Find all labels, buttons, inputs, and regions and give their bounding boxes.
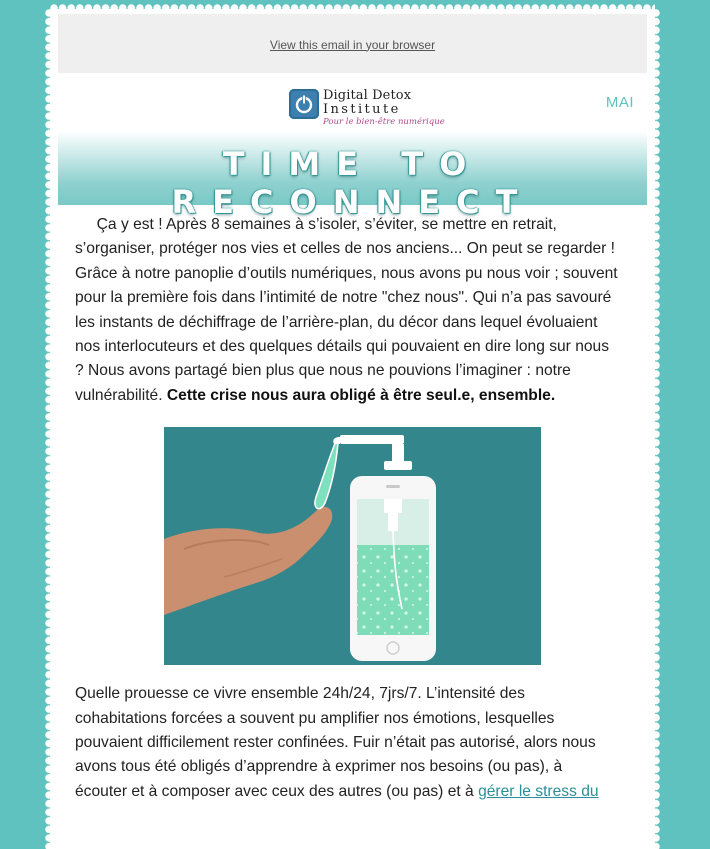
- intro-paragraph: [75, 213, 618, 408]
- intro-bold-text: Cette crise nous aura obligé à être seul.e, ensemble.: [166, 386, 556, 404]
- banner-title: TIME TO RECONNECT: [171, 145, 534, 221]
- second-paragraph-text: Quelle prouesse ce vivre ensemble 24h/24, 7jrs/7. L’intensité des cohabitations forcées a souvent pu amplifier nos émotions, lesquelles pouvaient difficilement rester confinées. Fuir n’était pas autorisé, alors nous avons tous été obligés d’apprendre à exprimer nos besoins (ou pas), à écouter et à composer avec ceux des autres (ou pas) et à: [75, 685, 596, 800]
- view-in-browser-link[interactable]: View this email in your browser: [269, 37, 436, 52]
- email-body: [58, 203, 647, 804]
- logo-subtitle: Institute: [323, 102, 401, 117]
- stress-management-link[interactable]: gérer le stress du: [478, 782, 599, 800]
- scalloped-border-left: [45, 9, 53, 849]
- logo-tagline: Pour le bien-être numérique: [323, 117, 445, 127]
- logo-title: Digital Detox: [323, 88, 412, 103]
- email-header: [58, 73, 647, 221]
- power-icon: [289, 89, 319, 119]
- logo[interactable]: [289, 89, 445, 127]
- intro-text: Ça y est ! Après 8 semaines à s’isoler, s’éviter, se mettre en retrait, s’organiser, protéger nos vies et celles de nos anciens... On peut se regarder ! Grâce à notre panoplie d’outils numériques, nous avons pu nous voir ; souvent pour la première fois dans l’intimité de notre "chez nous". Qui n’a pas savouré les instants de déchiffrage de l’arrière-plan, du décor dans lequel évoluaient nos interlocuteurs et des quelques détails qui pouvaient en dire long sur nous ? Nous avons partagé bien plus que nous ne pouvions l’imaginer : notre vulnérabilité.: [75, 216, 618, 404]
- banner: [58, 131, 647, 221]
- scalloped-border-top: [50, 4, 655, 12]
- hand-sanitizer-phone-image: [164, 427, 541, 665]
- issue-month: MAI: [605, 94, 634, 111]
- email-container: [50, 9, 655, 849]
- scalloped-border-right: [652, 9, 660, 849]
- preheader: [58, 14, 647, 73]
- second-paragraph: [75, 682, 618, 804]
